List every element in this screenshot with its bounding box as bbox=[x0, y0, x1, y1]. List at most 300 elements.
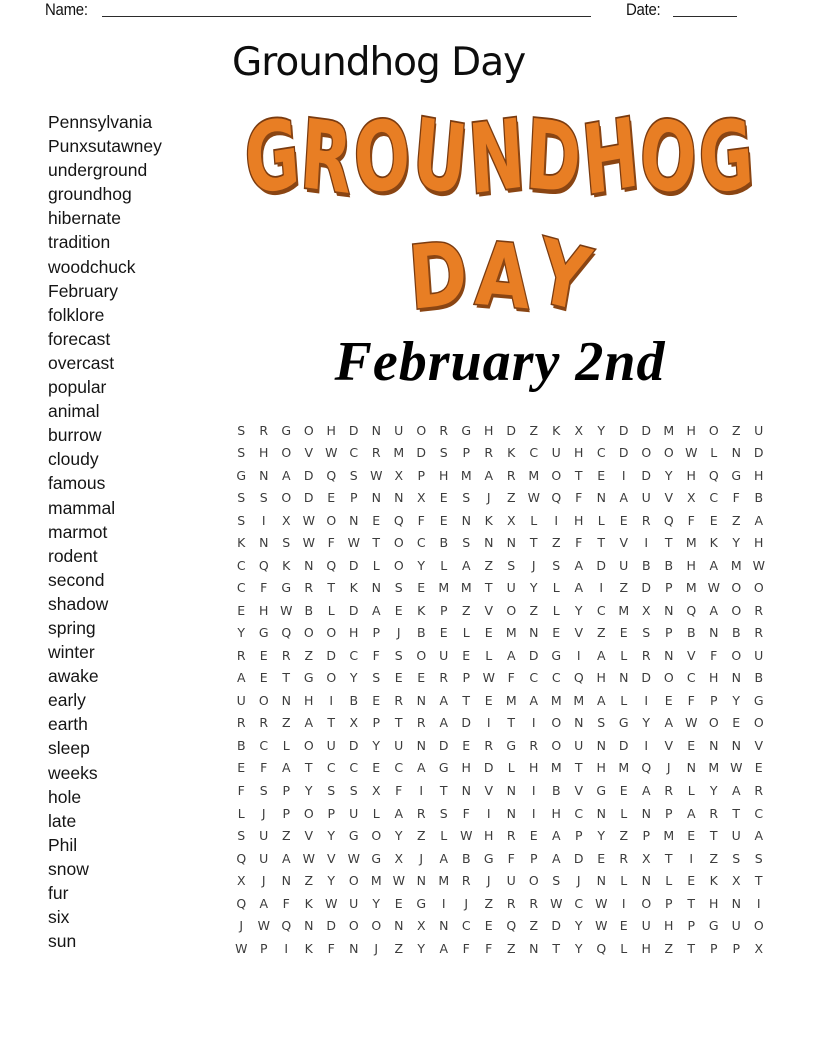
grid-letter: Z bbox=[484, 895, 494, 911]
grid-letter: O bbox=[303, 625, 314, 641]
grid-letter: H bbox=[641, 940, 651, 956]
grid-letter: E bbox=[462, 737, 471, 753]
grid-letter: R bbox=[709, 805, 719, 821]
grid-letter: S bbox=[282, 535, 291, 551]
grid-letter: J bbox=[666, 760, 671, 776]
grid-letter: P bbox=[282, 805, 291, 821]
grid-letter: S bbox=[439, 805, 448, 821]
grid-letter: M bbox=[663, 422, 675, 438]
grid-letter: C bbox=[596, 602, 606, 618]
grid-letter: U bbox=[641, 918, 651, 934]
grid-letter: W bbox=[325, 445, 338, 461]
date-label: Date: bbox=[626, 0, 661, 19]
grid-letter: C bbox=[529, 445, 539, 461]
grid-letter: A bbox=[439, 715, 449, 731]
grid-letter: T bbox=[664, 535, 673, 551]
grid-letter: E bbox=[259, 647, 268, 663]
grid-letter: M bbox=[550, 760, 562, 776]
grid-letter: R bbox=[394, 692, 404, 708]
grid-letter: O bbox=[708, 715, 719, 731]
grid-letter: N bbox=[371, 422, 381, 438]
grid-letter: X bbox=[281, 512, 291, 528]
grid-letter: P bbox=[664, 895, 673, 911]
grid-letter: O bbox=[326, 625, 337, 641]
grid-letter: E bbox=[619, 625, 628, 641]
grid-letter: L bbox=[507, 760, 515, 776]
logo-letter: G bbox=[695, 97, 757, 216]
grid-letter: C bbox=[709, 490, 719, 506]
grid-letter: R bbox=[619, 850, 629, 866]
grid-letter: H bbox=[754, 535, 764, 551]
grid-letter: F bbox=[237, 783, 245, 798]
grid-letter: M bbox=[460, 467, 472, 483]
grid-letter: X bbox=[686, 490, 696, 506]
grid-letter: O bbox=[303, 737, 314, 753]
grid-letter: G bbox=[731, 467, 742, 483]
grid-letter: R bbox=[506, 467, 516, 483]
grid-letter: P bbox=[259, 940, 268, 956]
grid-letter: Y bbox=[327, 873, 336, 889]
grid-letter: D bbox=[416, 445, 427, 461]
name-blank-line bbox=[102, 1, 591, 17]
grid-letter: E bbox=[394, 602, 403, 618]
grid-letter: A bbox=[709, 557, 719, 573]
grid-letter: U bbox=[619, 557, 629, 573]
grid-letter: D bbox=[618, 422, 629, 438]
grid-letter: F bbox=[575, 490, 583, 506]
grid-letter: Z bbox=[281, 715, 291, 731]
grid-letter: B bbox=[754, 490, 764, 506]
grid-letter: Z bbox=[506, 940, 516, 956]
grid-letter: H bbox=[709, 670, 719, 686]
grid-letter: D bbox=[326, 918, 337, 934]
grid-letter: Z bbox=[731, 512, 741, 528]
word-list-item: Punxsutawney bbox=[48, 136, 162, 157]
grid-letter: W bbox=[347, 535, 360, 551]
grid-letter: Y bbox=[237, 625, 246, 641]
grid-letter: E bbox=[394, 895, 403, 911]
grid-letter: H bbox=[484, 422, 494, 438]
grid-letter: P bbox=[462, 670, 471, 686]
grid-letter: N bbox=[686, 760, 696, 776]
word-list-item: winter bbox=[48, 642, 95, 663]
grid-letter: D bbox=[641, 580, 652, 596]
grid-letter: W bbox=[685, 715, 698, 731]
grid-letter: F bbox=[687, 692, 695, 708]
grid-letter: P bbox=[417, 467, 426, 483]
grid-letter: Z bbox=[596, 625, 606, 641]
grid-letter: N bbox=[461, 512, 471, 528]
grid-letter: W bbox=[707, 580, 720, 596]
grid-letter: H bbox=[529, 760, 539, 776]
logo-letter: H bbox=[578, 96, 643, 218]
word-list-item: second bbox=[48, 569, 105, 590]
grid-letter: W bbox=[302, 850, 315, 866]
grid-letter: V bbox=[664, 737, 674, 753]
grid-letter: S bbox=[462, 535, 471, 551]
word-list-item: early bbox=[48, 690, 86, 711]
grid-letter: H bbox=[461, 760, 471, 776]
grid-letter: N bbox=[371, 580, 381, 596]
grid-letter: A bbox=[281, 467, 291, 483]
grid-letter: U bbox=[731, 828, 741, 844]
grid-letter: G bbox=[438, 760, 449, 776]
grid-letter: N bbox=[416, 873, 426, 889]
grid-letter: I bbox=[284, 940, 289, 956]
grid-letter: M bbox=[708, 760, 720, 776]
grid-letter: L bbox=[485, 647, 493, 663]
grid-letter: L bbox=[462, 625, 470, 641]
grid-letter: T bbox=[507, 715, 516, 731]
grid-letter: N bbox=[664, 602, 674, 618]
grid-letter: S bbox=[349, 783, 358, 798]
grid-letter: R bbox=[664, 783, 674, 798]
grid-letter: Y bbox=[372, 737, 381, 753]
grid-letter: E bbox=[484, 625, 493, 641]
grid-letter: O bbox=[528, 873, 539, 889]
grid-letter: R bbox=[439, 670, 449, 686]
grid-letter: Y bbox=[732, 692, 741, 708]
grid-letter: F bbox=[507, 670, 515, 686]
grid-letter: C bbox=[349, 647, 359, 663]
grid-letter: G bbox=[551, 647, 562, 663]
grid-letter: C bbox=[349, 445, 359, 461]
grid-letter: N bbox=[731, 670, 741, 686]
grid-letter: H bbox=[484, 828, 494, 844]
grid-letter: M bbox=[685, 535, 697, 551]
grid-letter: O bbox=[326, 512, 337, 528]
grid-letter: T bbox=[687, 895, 696, 911]
grid-letter: O bbox=[663, 445, 674, 461]
grid-letter: D bbox=[618, 737, 629, 753]
grid-letter: A bbox=[574, 557, 584, 573]
grid-letter: R bbox=[484, 445, 494, 461]
grid-letter: I bbox=[261, 512, 266, 528]
word-list-item: fur bbox=[48, 883, 69, 903]
grid-letter: T bbox=[327, 580, 336, 596]
grid-letter: S bbox=[237, 512, 246, 528]
grid-letter: A bbox=[281, 760, 291, 776]
grid-letter: A bbox=[236, 670, 246, 686]
logo-letter: O bbox=[636, 97, 701, 217]
grid-letter: R bbox=[506, 828, 516, 844]
grid-letter: I bbox=[599, 580, 604, 596]
grid-letter: R bbox=[371, 445, 381, 461]
grid-letter: L bbox=[710, 445, 718, 461]
grid-letter: Q bbox=[258, 557, 269, 573]
grid-letter: L bbox=[237, 805, 245, 821]
grid-letter: L bbox=[372, 805, 380, 821]
grid-letter: N bbox=[664, 647, 674, 663]
grid-letter: T bbox=[687, 940, 696, 956]
word-list-item: woodchuck bbox=[48, 256, 136, 277]
grid-letter: G bbox=[348, 828, 359, 844]
grid-letter: K bbox=[709, 873, 718, 889]
grid-letter: B bbox=[349, 692, 359, 708]
grid-letter: H bbox=[596, 760, 606, 776]
grid-letter: G bbox=[461, 422, 472, 438]
grid-letter: E bbox=[372, 692, 381, 708]
grid-letter: U bbox=[506, 580, 516, 596]
grid-letter: O bbox=[506, 602, 517, 618]
grid-letter: V bbox=[574, 783, 584, 798]
grid-letter: K bbox=[552, 422, 561, 438]
grid-letter: H bbox=[686, 422, 696, 438]
grid-letter: I bbox=[644, 692, 649, 708]
grid-letter: V bbox=[574, 625, 584, 641]
grid-letter: R bbox=[259, 422, 269, 438]
grid-letter: N bbox=[596, 873, 606, 889]
grid-letter: N bbox=[461, 783, 471, 798]
grid-letter: U bbox=[394, 422, 404, 438]
grid-letter: P bbox=[327, 805, 336, 821]
word-list-item: six bbox=[48, 907, 70, 928]
word-list-item: Pennsylvania bbox=[48, 112, 153, 132]
grid-letter: U bbox=[349, 895, 359, 911]
grid-letter: W bbox=[302, 535, 315, 551]
grid-letter: R bbox=[439, 422, 449, 438]
grid-letter: S bbox=[462, 490, 471, 506]
grid-letter: E bbox=[597, 850, 606, 866]
grid-letter: A bbox=[371, 602, 381, 618]
grid-letter: W bbox=[527, 490, 540, 506]
grid-letter: F bbox=[687, 512, 695, 528]
grid-letter: E bbox=[372, 512, 381, 528]
word-list-item: awake bbox=[48, 666, 99, 687]
grid-letter: C bbox=[416, 535, 426, 551]
grid-letter: I bbox=[531, 715, 536, 731]
grid-letter: R bbox=[461, 873, 471, 889]
grid-letter: Q bbox=[281, 625, 292, 641]
grid-letter: N bbox=[484, 535, 494, 551]
grid-letter: N bbox=[304, 918, 314, 934]
grid-letter: U bbox=[326, 737, 336, 753]
grid-letter: N bbox=[259, 535, 269, 551]
grid-letter: X bbox=[754, 940, 764, 956]
grid-letter: H bbox=[551, 805, 561, 821]
grid-letter: S bbox=[732, 850, 741, 866]
grid-letter: S bbox=[439, 445, 448, 461]
grid-letter: K bbox=[507, 445, 516, 461]
grid-letter: Y bbox=[304, 783, 313, 798]
grid-letter: X bbox=[394, 850, 404, 866]
grid-letter: D bbox=[596, 557, 607, 573]
grid-letter: K bbox=[484, 512, 493, 528]
grid-letter: V bbox=[484, 783, 494, 798]
grid-letter: R bbox=[529, 895, 539, 911]
grid-letter: E bbox=[552, 625, 561, 641]
grid-letter: Q bbox=[596, 940, 607, 956]
grid-letter: I bbox=[419, 783, 424, 798]
grid-letter: N bbox=[259, 467, 269, 483]
grid-letter: T bbox=[529, 535, 538, 551]
grid-letter: R bbox=[484, 737, 494, 753]
grid-letter: B bbox=[439, 535, 449, 551]
grid-letter: T bbox=[574, 760, 583, 776]
grid-letter: L bbox=[440, 828, 448, 844]
grid-letter: E bbox=[529, 828, 538, 844]
grid-letter: Y bbox=[709, 783, 718, 798]
word-list-item: folklore bbox=[48, 304, 105, 325]
grid-letter: Y bbox=[597, 828, 606, 844]
grid-letter: N bbox=[349, 512, 359, 528]
grid-letter: T bbox=[552, 940, 561, 956]
grid-letter: P bbox=[664, 805, 673, 821]
grid-letter: L bbox=[530, 512, 538, 528]
grid-letter: E bbox=[619, 783, 628, 798]
logo-letter: D bbox=[523, 98, 584, 216]
grid-letter: Y bbox=[574, 940, 583, 956]
grid-letter: W bbox=[550, 895, 563, 911]
grid-letter: K bbox=[417, 602, 426, 618]
grid-letter: A bbox=[439, 940, 449, 956]
word-list-item: earth bbox=[48, 714, 88, 735]
grid-letter: J bbox=[576, 873, 581, 889]
grid-letter: R bbox=[641, 512, 651, 528]
grid-letter: O bbox=[281, 445, 292, 461]
grid-letter: O bbox=[348, 918, 359, 934]
grid-letter: V bbox=[754, 737, 764, 753]
grid-letter: G bbox=[618, 715, 629, 731]
grid-letter: J bbox=[531, 557, 536, 573]
grid-letter: A bbox=[439, 850, 449, 866]
word-list-item: weeks bbox=[48, 762, 98, 783]
grid-letter: K bbox=[709, 535, 718, 551]
grid-letter: M bbox=[438, 873, 450, 889]
grid-letter: Y bbox=[664, 467, 673, 483]
grid-letter: E bbox=[484, 692, 493, 708]
grid-letter: V bbox=[686, 647, 696, 663]
grid-letter: I bbox=[576, 647, 581, 663]
grid-letter: Z bbox=[731, 422, 741, 438]
grid-letter: O bbox=[326, 670, 337, 686]
word-list-item: Phil bbox=[48, 834, 78, 855]
grid-letter: G bbox=[753, 692, 764, 708]
grid-letter: K bbox=[304, 940, 313, 956]
grid-letter: E bbox=[417, 580, 426, 596]
grid-letter: G bbox=[596, 783, 607, 798]
grid-letter: B bbox=[686, 625, 696, 641]
grid-letter: F bbox=[282, 895, 290, 911]
grid-letter: R bbox=[236, 647, 246, 663]
grid-letter: B bbox=[664, 557, 674, 573]
grid-letter: N bbox=[596, 490, 606, 506]
grid-letter: E bbox=[754, 760, 763, 776]
grid-letter: G bbox=[236, 467, 247, 483]
grid-letter: E bbox=[372, 760, 381, 776]
grid-letter: L bbox=[282, 737, 290, 753]
grid-letter: J bbox=[486, 490, 491, 506]
logo-letter: A bbox=[472, 222, 533, 329]
grid-letter: H bbox=[686, 557, 696, 573]
grid-letter: A bbox=[439, 692, 449, 708]
word-list-item: sleep bbox=[48, 738, 90, 759]
grid-letter: O bbox=[393, 557, 404, 573]
grid-letter: P bbox=[709, 692, 718, 708]
grid-letter: Q bbox=[281, 918, 292, 934]
logo-letter: N bbox=[465, 97, 527, 216]
grid-letter: O bbox=[663, 670, 674, 686]
grid-letter: Y bbox=[642, 715, 651, 731]
grid-letter: V bbox=[619, 535, 629, 551]
grid-letter: D bbox=[573, 850, 584, 866]
grid-letter: U bbox=[574, 737, 584, 753]
grid-letter: P bbox=[664, 625, 673, 641]
grid-letter: S bbox=[552, 557, 561, 573]
grid-letter: N bbox=[439, 918, 449, 934]
grid-letter: J bbox=[239, 918, 244, 934]
page-title: Groundhog Day bbox=[232, 40, 526, 85]
grid-letter: A bbox=[551, 850, 561, 866]
grid-letter: Y bbox=[394, 828, 403, 844]
grid-letter: Z bbox=[664, 940, 674, 956]
grid-letter: A bbox=[686, 805, 696, 821]
grid-letter: W bbox=[482, 670, 495, 686]
grid-letter: U bbox=[394, 737, 404, 753]
grid-letter: P bbox=[349, 490, 358, 506]
grid-letter: I bbox=[689, 850, 694, 866]
grid-letter: N bbox=[731, 445, 741, 461]
grid-letter: I bbox=[554, 512, 559, 528]
grid-letter: M bbox=[505, 625, 517, 641]
grid-letter: S bbox=[259, 490, 268, 506]
grid-letter: N bbox=[304, 557, 314, 573]
grid-letter: U bbox=[259, 828, 269, 844]
word-list-item: popular bbox=[48, 377, 107, 398]
grid-letter: N bbox=[529, 625, 539, 641]
grid-letter: X bbox=[416, 490, 426, 506]
grid-letter: A bbox=[461, 557, 471, 573]
grid-letter: F bbox=[732, 490, 740, 506]
groundhog-logo-line2 bbox=[405, 218, 597, 333]
grid-letter: F bbox=[372, 647, 380, 663]
grid-letter: M bbox=[505, 692, 517, 708]
grid-letter: M bbox=[730, 557, 742, 573]
grid-letter: T bbox=[462, 692, 471, 708]
word-list-item: cloudy bbox=[48, 449, 99, 470]
grid-letter: E bbox=[732, 715, 741, 731]
grid-letter: P bbox=[462, 445, 471, 461]
grid-letter: M bbox=[438, 580, 450, 596]
grid-letter: O bbox=[303, 805, 314, 821]
grid-letter: J bbox=[374, 940, 379, 956]
grid-letter: N bbox=[731, 737, 741, 753]
grid-letter: T bbox=[439, 783, 448, 798]
word-list-item: hole bbox=[48, 786, 82, 807]
grid-letter: Y bbox=[529, 580, 538, 596]
grid-letter: P bbox=[282, 783, 291, 798]
grid-letter: S bbox=[754, 850, 763, 866]
grid-letter: Q bbox=[663, 512, 674, 528]
grid-letter: V bbox=[304, 445, 314, 461]
grid-letter: P bbox=[709, 940, 718, 956]
grid-letter: T bbox=[664, 850, 673, 866]
grid-letter: A bbox=[754, 828, 764, 844]
grid-letter: D bbox=[551, 918, 562, 934]
logo-letter: D bbox=[405, 221, 471, 330]
grid-letter: O bbox=[393, 535, 404, 551]
logo-letter: R bbox=[298, 97, 356, 216]
grid-letter: Y bbox=[574, 602, 583, 618]
grid-letter: B bbox=[461, 850, 471, 866]
grid-letter: N bbox=[709, 625, 719, 641]
grid-letter: F bbox=[260, 580, 268, 596]
grid-letter: M bbox=[393, 445, 405, 461]
word-list-item: mammal bbox=[48, 497, 116, 518]
grid-letter: O bbox=[281, 490, 292, 506]
grid-letter: U bbox=[236, 692, 246, 708]
grid-letter: I bbox=[531, 805, 536, 821]
